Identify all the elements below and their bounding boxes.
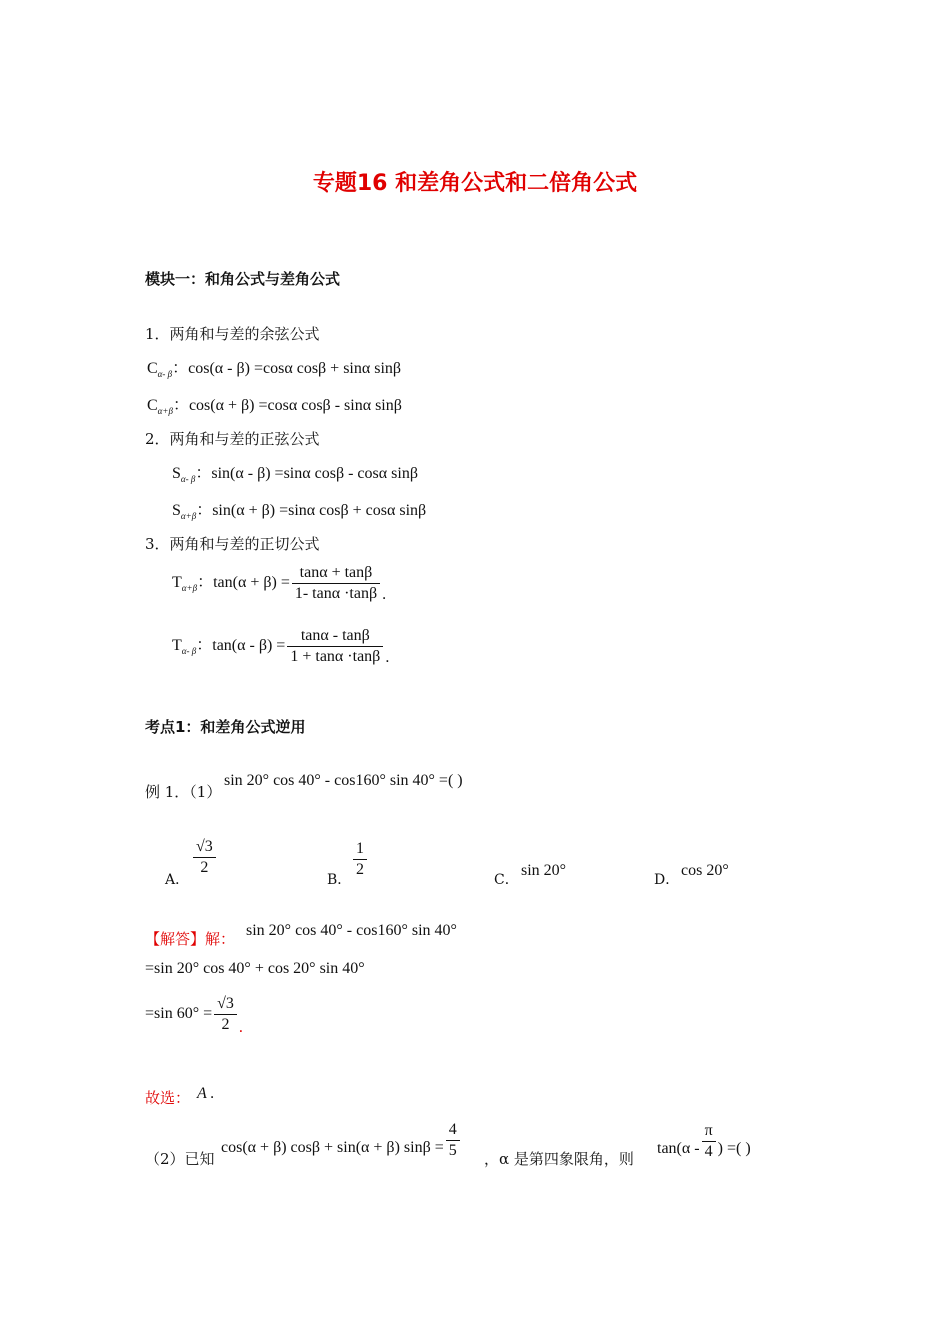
item-tangent-heading: 3．两角和与差的正切公式 (145, 535, 320, 553)
answer-line-1: sin 20° cos 40° - cos160° sin 40° (246, 922, 457, 939)
choose-value: A . (197, 1085, 215, 1102)
option-a-label: A． (165, 872, 190, 888)
question-2-target: tan(α - $\frac{\pi}{4}$ ) =( ) (657, 1122, 751, 1160)
item-cosine-heading: 1．两角和与差的余弦公式 (145, 325, 320, 343)
formula-s-plus: $S_{\alpha+\beta}$：sin(α + β) =sinα cosβ + cosα sinβ (172, 502, 427, 521)
formula-t-minus: $T_{\alpha- \beta}$：tan(α - β) = $\frac{\tan\alpha - \tan\beta}{1 + \tan\alpha \cdot\tan\beta}$ . (172, 627, 390, 667)
formula-c-minus: $C_{\alpha- \beta}$：cos(α - β) =cosα cosβ + sinα sinβ (147, 360, 402, 379)
example-label: 例 1．（1） (145, 783, 222, 801)
option-d-label: D． (654, 872, 680, 888)
question-2-label: （2）已知 (145, 1150, 215, 1168)
item-sine-heading: 2．两角和与差的正弦公式 (145, 430, 320, 448)
fraction: $\frac{1}{2}$ (353, 840, 367, 879)
question-2-expression: cos(α + β) cosβ + sin(α + β) sinβ = $\frac{4}{5}$ (221, 1121, 462, 1160)
option-b-label: B． (327, 872, 352, 888)
fraction: $\frac{\tan\alpha + \tan\beta}{1- \tan\alpha \cdot\tan\beta}$ (292, 564, 380, 603)
formula-c-plus: $C_{\alpha+\beta}$：cos(α + β) =cosα cosβ - sinα sinβ (147, 397, 402, 416)
fraction: $\frac{\pi}{4}$ (702, 1122, 716, 1161)
question-2-text: ，α 是第四象限角，则 (484, 1150, 634, 1168)
fraction: $\frac{√3}{2}$ (193, 838, 216, 877)
fraction: $\frac{4}{5}$ (446, 1121, 460, 1160)
example-expression: sin 20° cos 40° - cos160° sin 40° =( ) (224, 772, 463, 789)
option-c-value: sin 20° (521, 862, 567, 879)
kaodian-heading: 考点1：和差角公式逆用 (145, 718, 306, 736)
choose-label: 故选： (145, 1089, 191, 1107)
fraction: $\frac{√3}{2}$ (214, 995, 237, 1034)
option-b-value (351, 840, 369, 879)
formula-t-plus: $T_{\alpha+\beta}$：tan(α + β) = $\frac{\tan\alpha + \tan\beta}{1- \tan\alpha \cdot\tan\beta}$ . (172, 564, 387, 604)
answer-tag: 【解答】解： (145, 930, 236, 948)
page-title: 专题16 和差角公式和二倍角公式 (312, 171, 638, 196)
module-heading: 模块一：和角公式与差角公式 (145, 270, 341, 288)
option-d-value: cos 20° (681, 862, 729, 879)
answer-line-3: =sin 60° = $\frac{√3}{2}$ . (145, 995, 243, 1037)
fraction: $\frac{\tan\alpha - \tan\beta}{1 + \tan\alpha \cdot\tan\beta}$ (287, 627, 383, 666)
formula-s-minus: $S_{\alpha- \beta}$：sin(α - β) =sinα cosβ - cosα sinβ (172, 465, 418, 484)
answer-line-2: =sin 20° cos 40° + cos 20° sin 40° (145, 960, 365, 977)
option-a-value (191, 838, 218, 877)
option-c-label: C． (494, 872, 519, 888)
